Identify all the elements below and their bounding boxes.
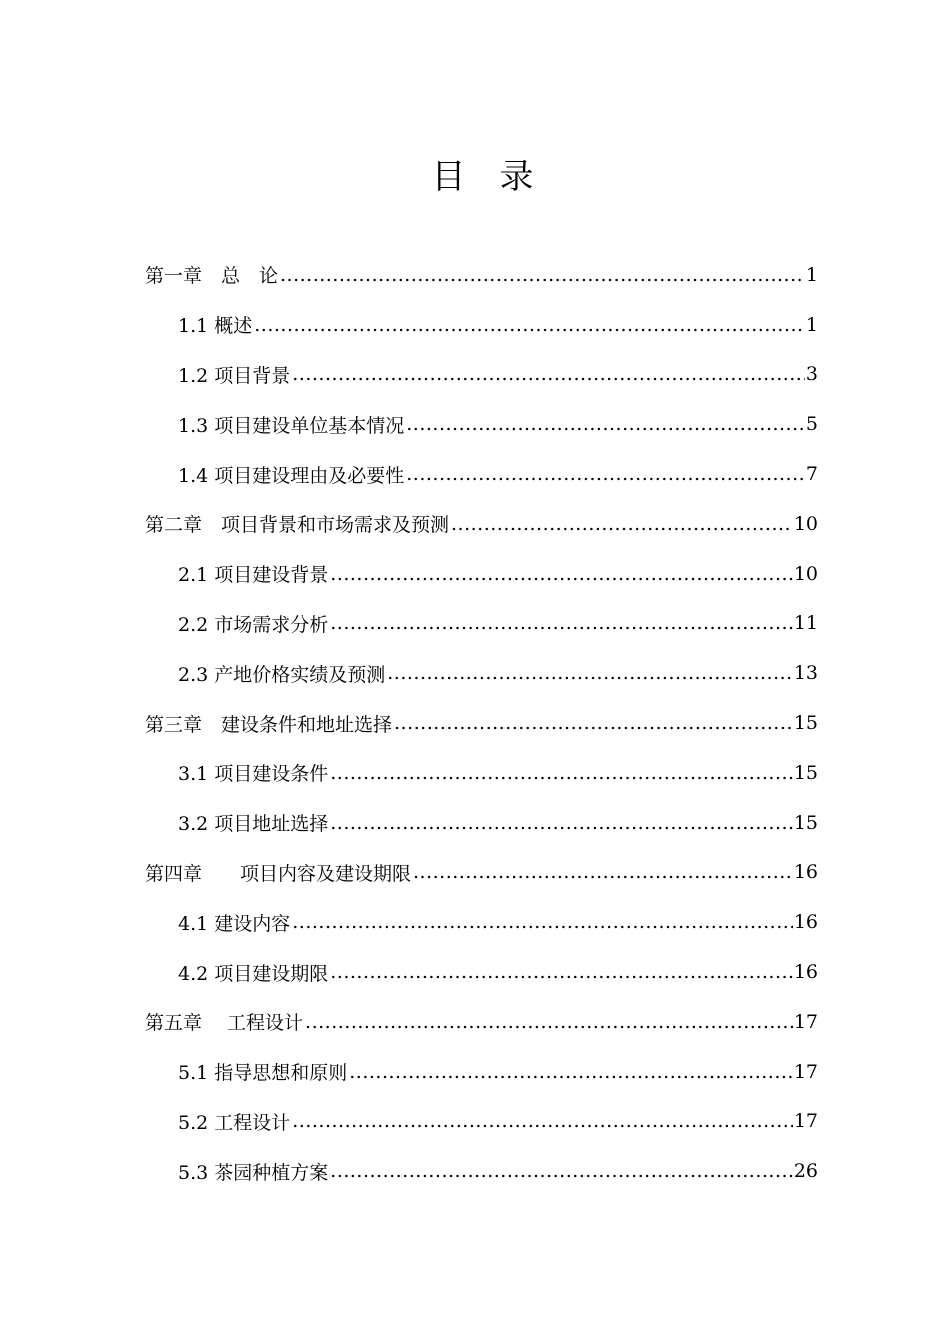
- toc-dot-leader: [330, 612, 793, 634]
- toc-entry-label: 5.3 茶园种植方案: [178, 1161, 329, 1184]
- toc-dot-leader: [292, 1110, 793, 1132]
- toc-dot-leader: [305, 1011, 793, 1033]
- toc-entry-label: 1.1 概述: [178, 315, 253, 338]
- toc-section-entry[interactable]: [0, 399, 950, 449]
- toc-section-entry[interactable]: [0, 648, 950, 698]
- toc-section-entry[interactable]: [0, 599, 950, 649]
- toc-section-entry[interactable]: [0, 748, 950, 798]
- table-of-contents: [0, 250, 950, 1196]
- toc-dot-leader: [330, 762, 793, 784]
- toc-entry-label: 3.1 项目建设条件: [178, 763, 329, 786]
- toc-dot-leader: [406, 413, 805, 435]
- toc-section-entry[interactable]: [0, 1047, 950, 1097]
- toc-chapter-entry[interactable]: [0, 499, 950, 549]
- toc-title-char-2: 录: [499, 157, 534, 197]
- toc-chapter-entry[interactable]: [0, 848, 950, 898]
- toc-page-number: 17: [793, 1110, 818, 1133]
- toc-page-number: 17: [793, 1060, 818, 1083]
- toc-entry-label: 5.1 指导思想和原则: [178, 1062, 348, 1085]
- toc-page-number: 26: [793, 1160, 818, 1183]
- toc-section-entry[interactable]: [0, 449, 950, 499]
- toc-dot-leader: [349, 1061, 793, 1083]
- toc-page-number: 16: [793, 961, 818, 984]
- toc-page-number: 16: [793, 911, 818, 934]
- toc-entry-label: 3.2 项目地址选择: [178, 813, 329, 836]
- toc-page-number: 16: [793, 861, 818, 884]
- toc-page-number: 7: [805, 463, 818, 486]
- toc-page-number: 1: [805, 263, 818, 286]
- toc-entry-label: 第三章 建设条件和地址选择: [145, 713, 393, 736]
- toc-page-number: 15: [793, 761, 818, 784]
- toc-title-char-1: 目: [431, 157, 466, 197]
- toc-page-number: 11: [793, 612, 818, 635]
- toc-entry-label: 2.3 产地价格实绩及预测: [178, 663, 386, 686]
- toc-dot-leader: [280, 264, 805, 286]
- toc-chapter-entry[interactable]: [0, 698, 950, 748]
- toc-entry-label: 4.2 项目建设期限: [178, 962, 329, 985]
- toc-section-entry[interactable]: [0, 897, 950, 947]
- toc-entry-label: 第一章 总 论: [145, 265, 279, 288]
- toc-section-entry[interactable]: [0, 798, 950, 848]
- toc-dot-leader: [292, 911, 793, 933]
- toc-page-number: 15: [793, 712, 818, 735]
- toc-section-entry[interactable]: [0, 350, 950, 400]
- toc-entry-label: 5.2 工程设计: [178, 1111, 291, 1134]
- toc-entry-label: 2.1 项目建设背景: [178, 564, 329, 587]
- toc-dot-leader: [330, 961, 793, 983]
- toc-dot-leader: [451, 513, 793, 535]
- toc-page-number: 10: [793, 512, 818, 535]
- toc-section-entry[interactable]: [0, 549, 950, 599]
- toc-section-entry[interactable]: [0, 1097, 950, 1147]
- toc-page-number: 5: [805, 413, 818, 436]
- toc-page-number: 17: [793, 1010, 818, 1033]
- toc-title: [0, 152, 950, 202]
- toc-page-number: 10: [793, 562, 818, 585]
- toc-entry-label: 第四章 项目内容及建设期限: [145, 862, 412, 885]
- toc-entry-label: 2.2 市场需求分析: [178, 613, 329, 636]
- toc-entry-label: 1.3 项目建设单位基本情况: [178, 414, 405, 437]
- toc-entry-label: 1.4 项目建设理由及必要性: [178, 464, 405, 487]
- toc-page-number: 3: [805, 363, 818, 386]
- toc-entry-label: 4.1 建设内容: [178, 912, 291, 935]
- toc-section-entry[interactable]: [0, 300, 950, 350]
- toc-entry-label: 第二章 项目背景和市场需求及预测: [145, 514, 450, 537]
- toc-entry-label: 1.2 项目背景: [178, 364, 291, 387]
- toc-page-number: 1: [805, 313, 818, 336]
- toc-dot-leader: [406, 463, 805, 485]
- toc-entry-label: 第五章 工程设计: [145, 1012, 304, 1035]
- toc-dot-leader: [387, 662, 793, 684]
- toc-chapter-entry[interactable]: [0, 250, 950, 300]
- toc-section-entry[interactable]: [0, 1146, 950, 1196]
- toc-chapter-entry[interactable]: [0, 997, 950, 1047]
- toc-dot-leader: [413, 861, 793, 883]
- toc-dot-leader: [330, 1160, 793, 1182]
- toc-dot-leader: [330, 563, 793, 585]
- toc-dot-leader: [394, 712, 793, 734]
- toc-section-entry[interactable]: [0, 947, 950, 997]
- toc-dot-leader: [330, 812, 793, 834]
- toc-dot-leader: [254, 314, 805, 336]
- toc-page-number: 13: [793, 662, 818, 685]
- toc-page-number: 15: [793, 811, 818, 834]
- toc-dot-leader: [292, 363, 805, 385]
